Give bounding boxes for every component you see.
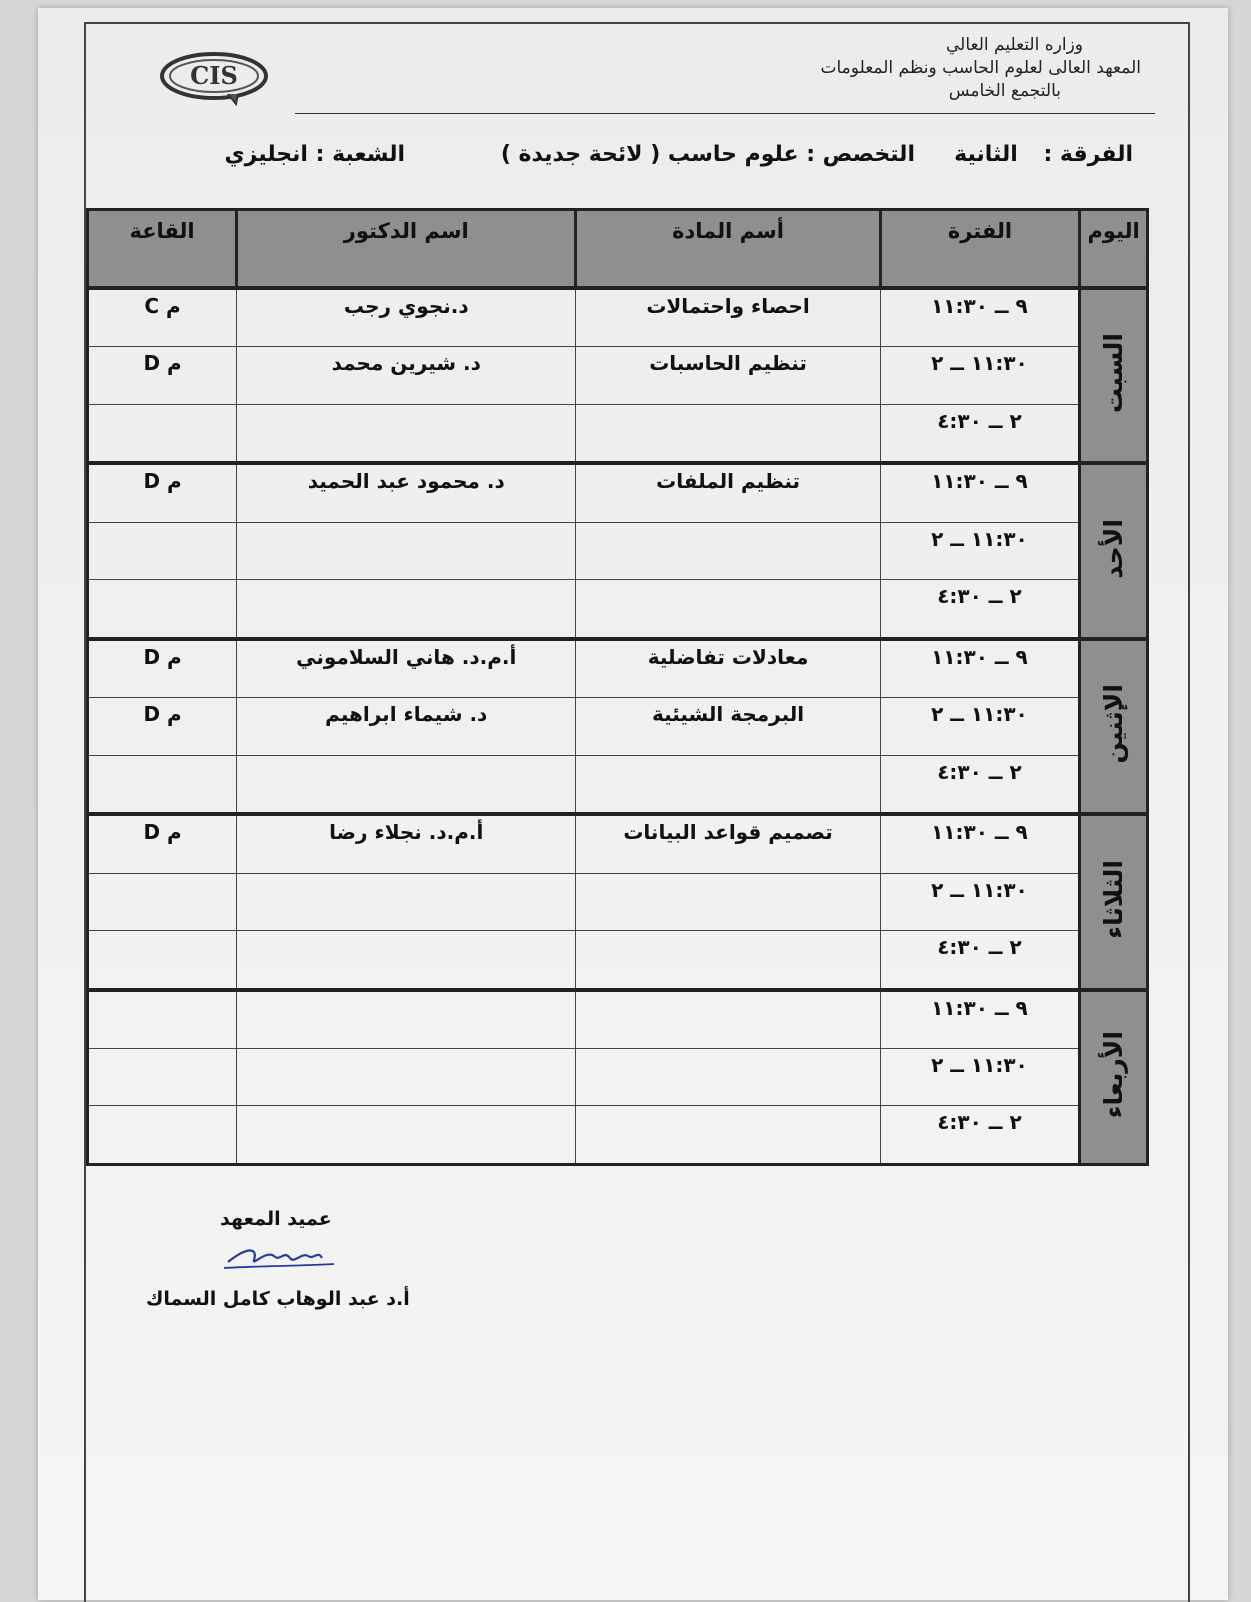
day-cell <box>1080 639 1148 814</box>
subject-cell <box>576 873 880 930</box>
period-cell: ٩ ــ ١١:٣٠ <box>880 639 1079 698</box>
room-cell <box>88 1106 237 1165</box>
institute-location: بالتجمع الخامس <box>948 81 1061 101</box>
table-row <box>88 931 1148 990</box>
subject-cell: البرمجة الشيئية <box>576 698 880 755</box>
dean-signature <box>218 1238 338 1274</box>
subject-cell: معادلات تفاضلية <box>576 639 880 698</box>
dean-title: عميد المعهد <box>220 1208 332 1230</box>
table-row <box>88 580 1148 639</box>
period-cell: ٩ ــ ١١:٣٠ <box>880 463 1079 522</box>
room-cell <box>88 873 237 930</box>
doctor-cell: د.نجوي رجب <box>237 288 576 347</box>
room-cell: م C <box>88 288 237 347</box>
period-cell: ١١:٣٠ ــ ٢ <box>880 347 1079 404</box>
period-cell: ١١:٣٠ ــ ٢ <box>880 522 1079 579</box>
period-cell: ٩ ــ ١١:٣٠ <box>880 814 1079 873</box>
doctor-cell <box>237 755 576 814</box>
room-cell <box>88 522 237 579</box>
period-cell: ١١:٣٠ ــ ٢ <box>880 873 1079 930</box>
header-day: اليوم <box>1080 210 1148 289</box>
division-info: الشعبة : انجليزي <box>224 142 405 167</box>
table-row <box>88 1106 1148 1165</box>
subject-cell: تنظيم الملفات <box>576 463 880 522</box>
dean-name: أ.د عبد الوهاب كامل السماك <box>146 1288 410 1310</box>
room-cell <box>88 931 237 990</box>
period-cell: ٢ ــ ٤:٣٠ <box>880 755 1079 814</box>
period-cell: ٩ ــ ١١:٣٠ <box>880 990 1079 1049</box>
subject-cell <box>576 1048 880 1105</box>
doctor-cell: أ.م.د. هاني السلاموني <box>237 639 576 698</box>
table-header-row <box>88 210 1148 289</box>
doctor-cell <box>237 873 576 930</box>
day-label: السبت <box>1099 333 1129 414</box>
table-row <box>88 347 1148 404</box>
doctor-cell <box>237 404 576 463</box>
table-row <box>88 698 1148 755</box>
grade-label: الفرقة : <box>1043 142 1133 167</box>
doctor-cell <box>237 580 576 639</box>
doctor-cell: د. شيماء ابراهيم <box>237 698 576 755</box>
subject-cell: تنظيم الحاسبات <box>576 347 880 404</box>
subject-cell <box>576 522 880 579</box>
subject-cell <box>576 1106 880 1165</box>
period-cell: ١١:٣٠ ــ ٢ <box>880 698 1079 755</box>
period-cell: ٢ ــ ٤:٣٠ <box>880 931 1079 990</box>
schedule-table <box>86 208 1149 1166</box>
specialization-info: التخصص : علوم حاسب ( لائحة جديدة ) <box>500 142 915 167</box>
table-row <box>88 1048 1148 1105</box>
doctor-cell <box>237 522 576 579</box>
table-row <box>88 463 1148 522</box>
room-cell: م D <box>88 814 237 873</box>
subject-cell: تصميم قواعد البيانات <box>576 814 880 873</box>
table-row <box>88 990 1148 1049</box>
document-header <box>681 34 1141 103</box>
period-cell: ٢ ــ ٤:٣٠ <box>880 404 1079 463</box>
ministry-name: وزاره التعليم العالي <box>945 35 1083 55</box>
institute-name: المعهد العالى لعلوم الحاسب ونظم المعلومات <box>820 58 1141 78</box>
table-row <box>88 288 1148 347</box>
doctor-cell <box>237 1106 576 1165</box>
doctor-cell <box>237 1048 576 1105</box>
period-cell: ١١:٣٠ ــ ٢ <box>880 1048 1079 1105</box>
doctor-cell <box>237 990 576 1049</box>
header-room: القاعة <box>88 210 237 289</box>
day-label: الإثنين <box>1099 684 1129 764</box>
room-cell <box>88 580 237 639</box>
institute-logo <box>158 50 270 106</box>
period-cell: ٢ ــ ٤:٣٠ <box>880 580 1079 639</box>
room-cell: م D <box>88 347 237 404</box>
day-cell <box>1080 463 1148 638</box>
logo-text: CIS <box>190 61 238 90</box>
table-row <box>88 522 1148 579</box>
header-period: الفترة <box>880 210 1079 289</box>
room-cell <box>88 1048 237 1105</box>
grade-info <box>954 142 1133 182</box>
header-subject: أسم المادة <box>576 210 880 289</box>
table-row <box>88 814 1148 873</box>
doctor-cell: أ.م.د. نجلاء رضا <box>237 814 576 873</box>
subject-cell <box>576 990 880 1049</box>
table-row <box>88 755 1148 814</box>
day-cell <box>1080 990 1148 1165</box>
day-cell <box>1080 288 1148 463</box>
room-cell <box>88 755 237 814</box>
header-divider <box>295 113 1155 114</box>
room-cell: م D <box>88 639 237 698</box>
room-cell <box>88 990 237 1049</box>
doctor-cell: د. شيرين محمد <box>237 347 576 404</box>
room-cell: م D <box>88 698 237 755</box>
header-doctor: اسم الدكتور <box>237 210 576 289</box>
period-cell: ٩ ــ ١١:٣٠ <box>880 288 1079 347</box>
room-cell: م D <box>88 463 237 522</box>
subject-cell <box>576 931 880 990</box>
subject-cell <box>576 580 880 639</box>
subject-cell: احصاء واحتمالات <box>576 288 880 347</box>
subject-cell <box>576 755 880 814</box>
day-label: الأربعاء <box>1099 1031 1129 1119</box>
subject-cell <box>576 404 880 463</box>
table-row <box>88 639 1148 698</box>
table-row <box>88 404 1148 463</box>
day-label: الأحد <box>1099 518 1129 579</box>
grade-value: الثانية <box>954 142 1018 167</box>
doctor-cell <box>237 931 576 990</box>
day-label: الثلاثاء <box>1099 859 1129 939</box>
doctor-cell: د. محمود عبد الحميد <box>237 463 576 522</box>
period-cell: ٢ ــ ٤:٣٠ <box>880 1106 1079 1165</box>
room-cell <box>88 404 237 463</box>
table-row <box>88 873 1148 930</box>
day-cell <box>1080 814 1148 989</box>
